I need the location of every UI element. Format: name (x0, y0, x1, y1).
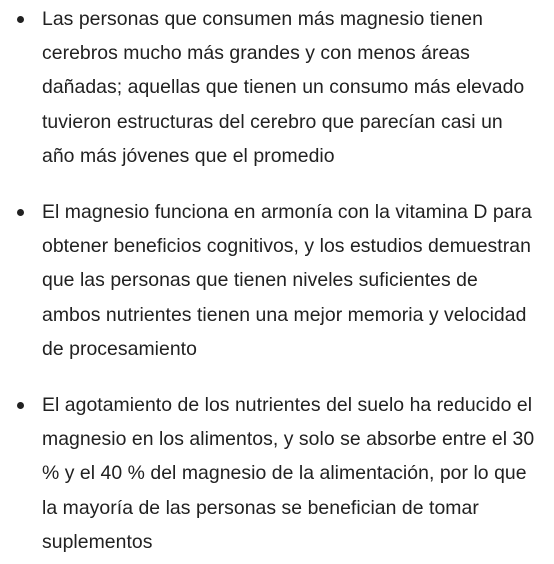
bullet-dot-icon (17, 402, 24, 409)
bullet-item-soil-depletion (0, 388, 537, 559)
bullet-text: El agotamiento de los nutrientes del suelo ha reducido el magnesio en los alimentos, y solo se absorbe entre el 30 % y el 40 % del magnesio de la alimentación, por lo que la mayoría de las personas se benefician de tomar suplementos (42, 394, 535, 553)
bullet-text: El magnesio funciona en armonía con la vitamina D para obtener beneficios cognitivos, y los estudios demuestran que las personas que tienen niveles suficientes de ambos nutrientes tienen una mejor memoria y velocidad de procesamiento (42, 201, 532, 360)
bullet-item-brain-size (0, 2, 537, 173)
bullet-list (0, 2, 554, 559)
bullet-item-vitamin-d (0, 195, 537, 366)
bullet-text: Las personas que consumen más magnesio tienen cerebros mucho más grandes y con menos áreas dañadas; aquellas que tienen un consumo más elevado tuvieron estructuras del cerebro que parecían casi un año más jóvenes que el promedio (42, 8, 525, 167)
bullet-dot-icon (17, 16, 24, 23)
bullet-dot-icon (17, 209, 24, 216)
